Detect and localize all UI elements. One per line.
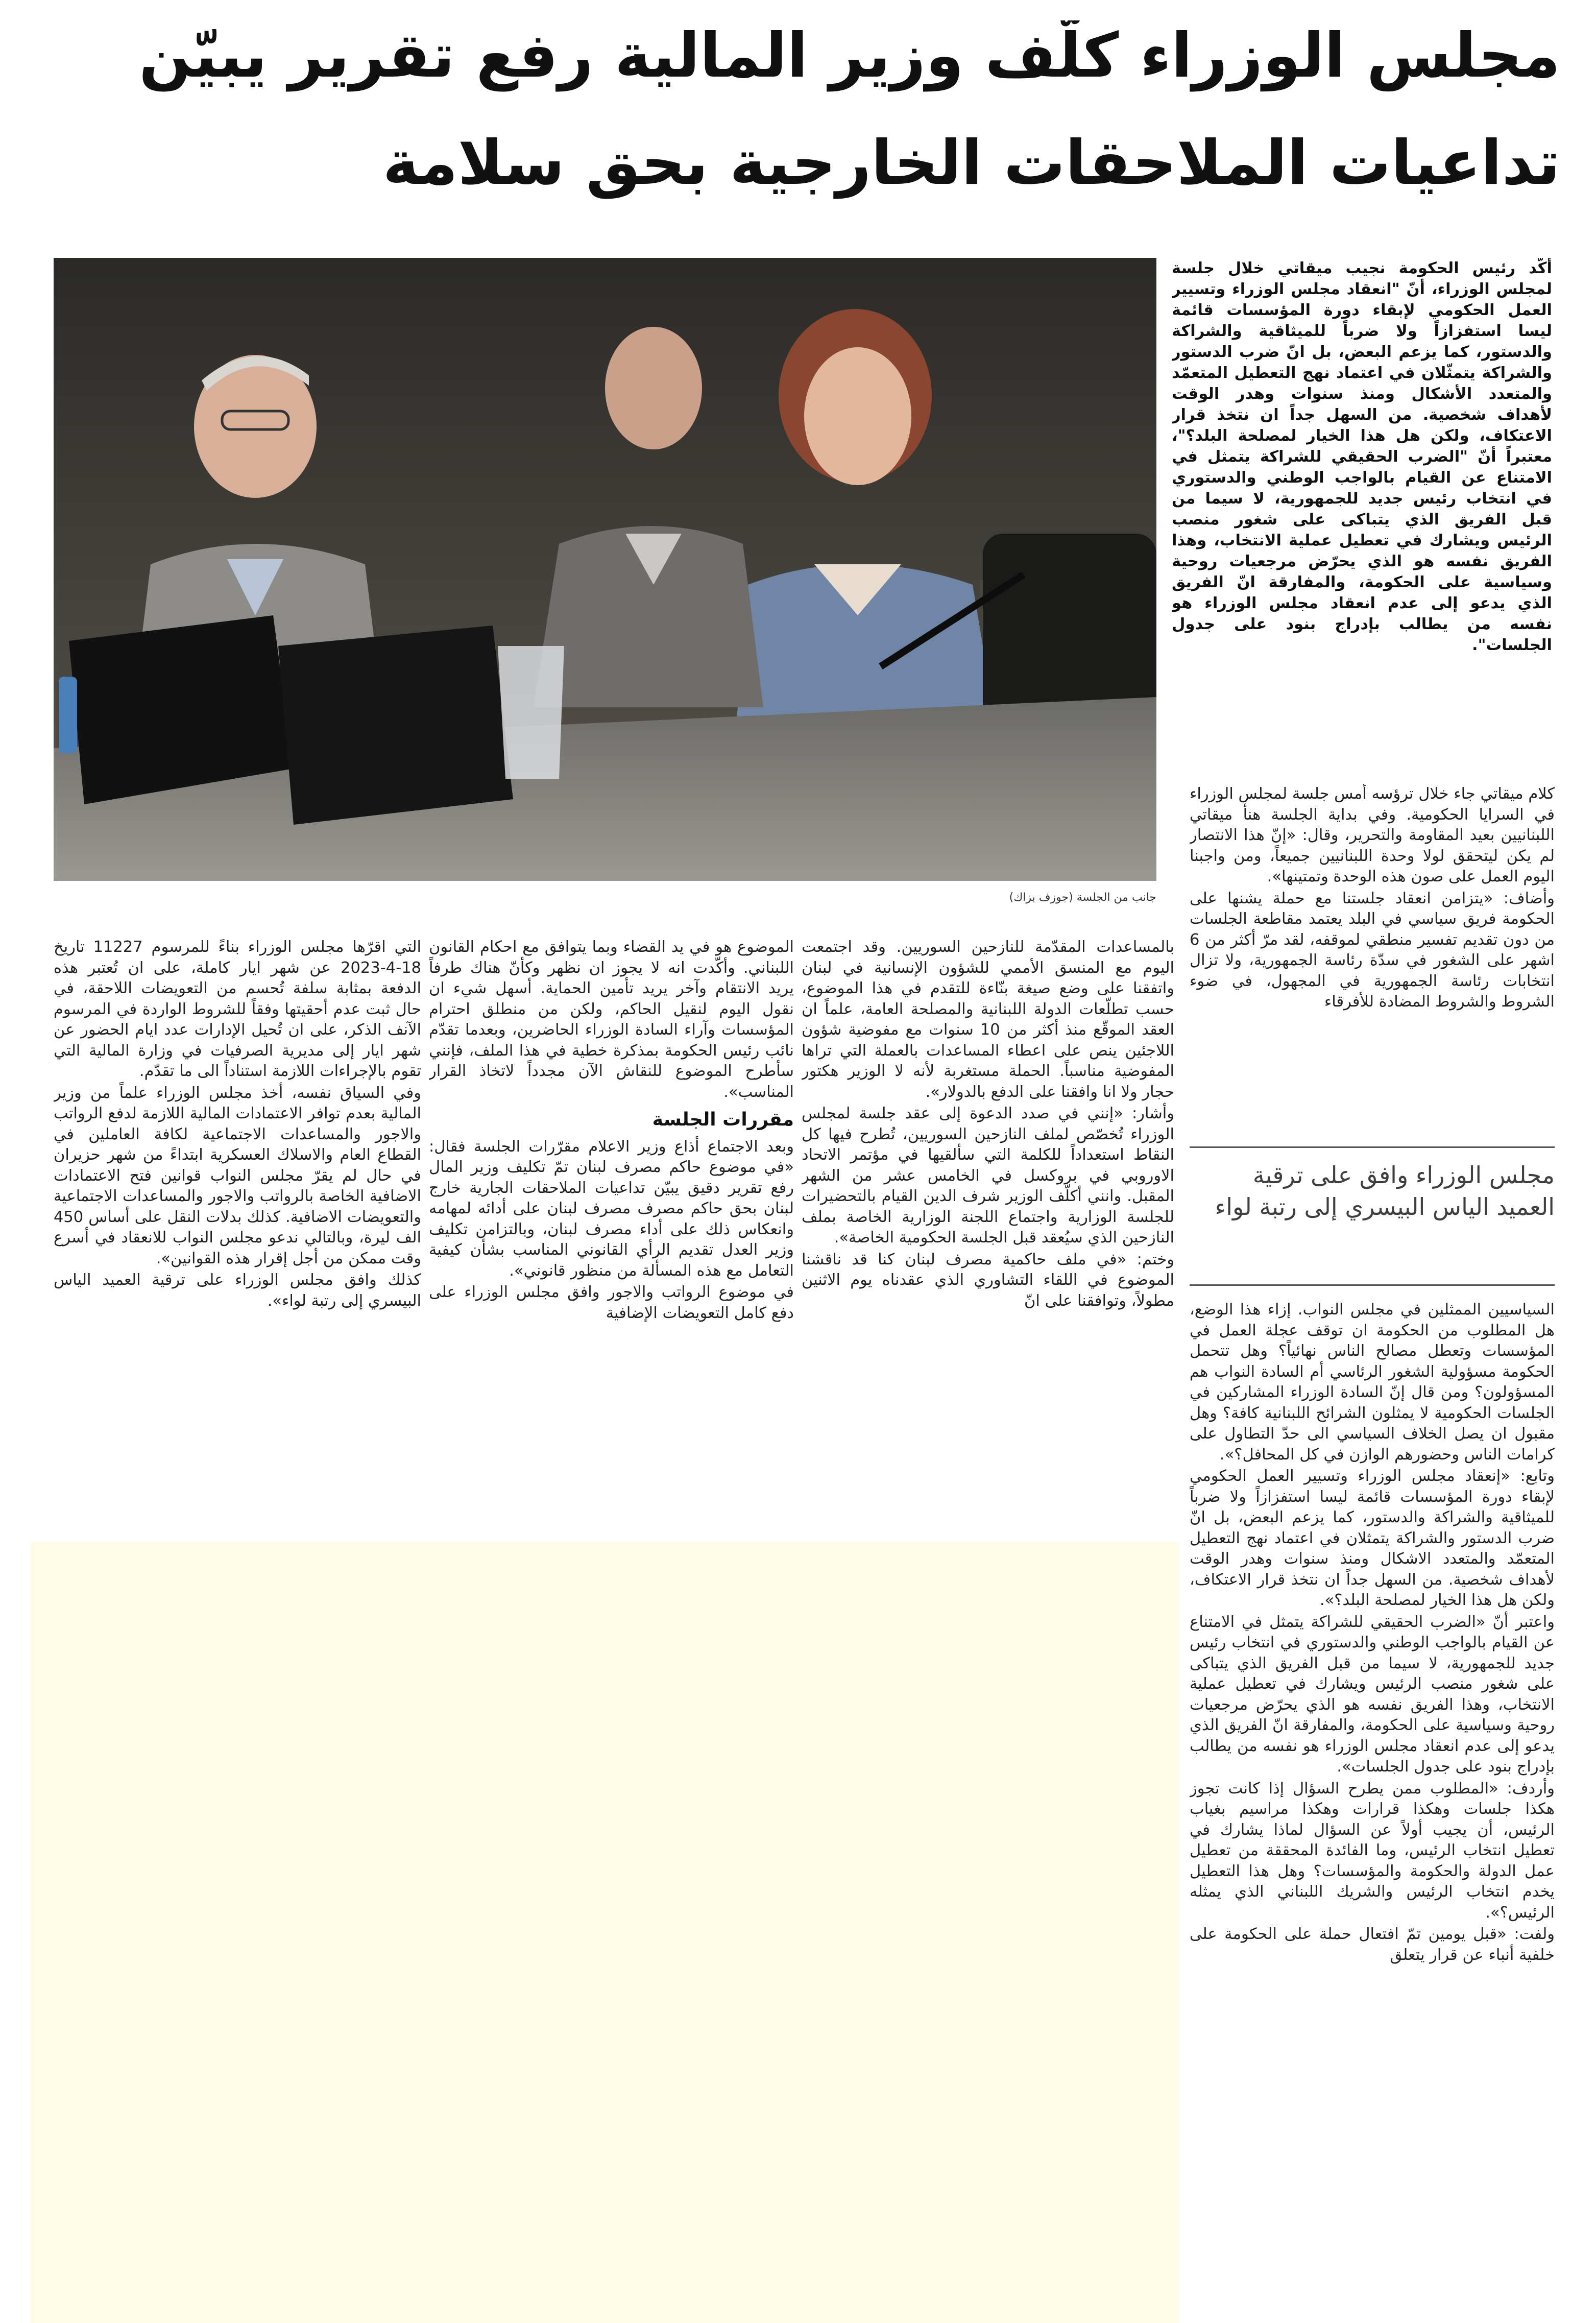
advertisement-area [31, 1542, 1179, 2323]
column-2 [802, 937, 1174, 1509]
paragraph: السياسيين الممثلين في مجلس النواب. إزاء هذا الوضع، هل المطلوب من الحكومة ان توقف عجلة العمل في المؤسسات وتعطل مصالح الناس نهائياً؟ وهل تتحمل الحكومة مسؤولية الشغور الرئاسي أم السادة النواب هم المسؤولون؟ ومن قال إنّ السادة الوزراء المشاركين في الجلسات الحكومية لا يمثلون الشرائح اللبنانية كافة؟ وهل مقبول ان يصل الخلاف السياسي الى حدّ التطاول على كرامات الناس وحضورهم الوازن في كل المحافل؟». [1190, 1301, 1555, 1464]
column-1-top [1190, 784, 1555, 1175]
meeting-photo [54, 258, 1156, 881]
paragraph: وتابع: «إنعقاد مجلس الوزراء وتسيير العمل الحكومي لإبقاء دورة المؤسسات قائمة ليسا استفزازاً ولا ضرباً للميثاقية والشراكة والدستور، كما يزعم البعض، بل انّ ضرب الدستور والشراكة يتمثلان في اعتماد نهج التعطيل المتعمّد والمتعدد الاشكال ومنذ سنوات وهدر الوقت لأهداف شخصية. من السهل جداً ان نتخذ قرار الاعتكاف، ولكن هل هذا الخيار لمصلحة البلد؟». [1190, 1467, 1555, 1609]
column-4 [54, 937, 421, 1509]
paragraph: وبعد الاجتماع أذاع وزير الاعلام مقرّرات الجلسة فقال: «في موضوع حاكم مصرف لبنان تمّ تكليف وزير المال رفع تقرير دقيق يبيّن تداعيات الملاحقات الجارية خارج لبنان بحق حاكم مصرف مصرف لبنان على أدائه لمهامه وانعكاس ذلك على أداء مصرف لبنان، وبالتزامن تكليف وزير العدل تقديم الرأي القانوني المناسب بشأن كيفية التعامل مع هذه المسألة من منظور قانوني». [429, 1137, 794, 1280]
paragraph: وفي السياق نفسه، أخذ مجلس الوزراء علماً من وزير المالية بعدم توافر الاعتمادات المالية اللازمة لدفع الرواتب والاجور والمساعدات الاجتماعية لكافة العاملين في القطاع العام والاسلاك العسكرية ابتداءً من شهر حزيران في حال لم يقرّ مجلس النواب قوانين فتح الاعتمادات الاضافية الخاصة بالرواتب والاجور والمساعدات الاجتماعية والتعويضات الاضافية. كذلك بدلات النقل على أساس 450 الف ليرة، وبالتالي ندعو مجلس النواب للانعقاد في أسرع وقت ممكن من أجل إقرار هذه القوانين». [54, 1084, 421, 1267]
pull-quote: مجلس الوزراء وافق على ترقية العميد الياس البيسري إلى رتبة لواء [1215, 1161, 1555, 1220]
paragraph: وأشار: «إنني في صدد الدعوة إلى عقد جلسة لمجلس الوزراء تُخصّص لملف النازحين السوريين، تُطرح فيها كل النقاط استعداداً للكلمة التي سألقيها في مؤتمر الاتحاد الاوروبي في بروكسل في الخامس عشر من الشهر المقبل. وانني أكلّف الوزير شرف الدين القيام بالتحضيرات للجلسة الوزارية واجتماع اللجنة الوزارية الخاصة بملف النازحين الذي سيُعقد قبل الجلسة الحكومية الخاصة». [802, 1105, 1174, 1247]
paragraph: ولفت: «قبل يومين تمّ افتعال حملة على الحكومة على خلفية أنباء عن قرار يتعلق [1190, 1925, 1555, 1964]
paragraph: بالمساعدات المقدّمة للنازحين السوريين. وقد اجتمعت اليوم مع المنسق الأممي للشؤون الإنسانية في لبنان واتفقنا على وضع صيغة بنّاءة للتقدم في هذا الموضوع، حسب تطلّعات الدولة اللبنانية والمصلحة العامة، علماً ان العقد الموقّع منذ أكثر من 10 سنوات مع مفوضية شؤون اللاجئين ينص على اعطاء المساعدات بالعملة التي تراها المفوضية مناسباً. الحملة مستغربة لأنه لا الوزير هكتور حجار ولا انا وافقنا على الدفع بالدولار». [802, 938, 1174, 1101]
photo-caption: جانب من الجلسة (جوزف بزاك) [1009, 891, 1156, 904]
paragraph: كذلك وافق مجلس الوزراء على ترقية العميد الياس البيسري إلى رتبة لواء». [54, 1271, 421, 1310]
paragraph: وأردف: «المطلوب ممن يطرح السؤال إذا كانت تجوز هكذا جلسات وهكذا قرارات وهكذا مراسيم بغياب الرئيس، أن يجيب أولاً عن السؤال لماذا يشارك في تعطيل انتخاب الرئيس، وما الفائدة المحققة من تعطيل عمل الدولة والحكومة والمؤسسات؟ وهل هذا التعطيل يخدم انتخاب الرئيس والشريك اللبناني الذي يمثله الرئيس؟». [1190, 1779, 1555, 1922]
paragraph: في موضوع الرواتب والاجور وافق مجلس الوزراء على دفع كامل التعويضات الإضافية [429, 1283, 794, 1322]
paragraph: وختم: «في ملف حاكمية مصرف لبنان كنا قد ناقشنا الموضوع في اللقاء التشاوري الذي عقدناه يوم الاثنين مطولاً، وتوافقنا على انّ [802, 1250, 1174, 1310]
column-1-bottom [1190, 1300, 1555, 2316]
meeting-photo-illustration [54, 258, 1156, 881]
paragraph: التي اقرّها مجلس الوزراء بناءً للمرسوم 11227 تاريخ 18-4-2023 عن شهر ايار كاملة، على ان تُعتبر هذه الدفعة بمثابة سلفة تُحسم من التعويضات اللاحقة، في حال ثبت عدم أحقيتها وفقاً للشروط الواردة في المرسوم الآنف الذكر، على ان تُحيل الإدارات عدد ايام الحضور عن شهر ايار إلى مديرية الصرفيات في وزارة المالية التي تقوم بالإجراءات اللازمة استناداً الى ما تقدّم. [54, 938, 421, 1080]
paragraph: الموضوع هو في يد القضاء وبما يتوافق مع احكام القانون اللبناني. وأكّدت انه لا يجوز ان نظهر وكأنّ هناك طرفاً يريد الانتقام وآخر يريد تأمين الحماية. أسهل شيء ان نقول اليوم لنقيل الحاكم، ولكن من منطلق احترام المؤسسات وآراء السادة الوزراء الحاضرين، وبعدما تقدّم نائب رئيس الحكومة بمذكرة خطية في هذا الملف، فإنني سأطرح الموضوع للنقاش الآن مجدداً لاتخاذ القرار المناسب». [429, 938, 794, 1101]
paragraph: وأضاف: «يتزامن انعقاد جلستنا مع حملة يشنها على الحكومة فريق سياسي في البلد يعتمد مقاطعة الجلسات من دون تقديم تفسير منطقي لموقفه، لقد مرّ أكثر من 6 اشهر على الشغور في سدّة رئاسة الجمهورية، ولا تزال انتخابات رئاسة الجمهورية في المجهول، في ضوء الشروط والشروط المضادة للأفرقاء [1190, 889, 1555, 1011]
lead-text: أكّد رئيس الحكومة نجيب ميقاتي خلال جلسة لمجلس الوزراء، أنّ "انعقاد مجلس الوزراء وتسيير العمل الحكومي لإبقاء دورة المؤسسات قائمة ليسا استفزازاً ولا ضرباً للميثاقية والشراكة والدستور، كما يزعم البعض، بل انّ ضرب الدستور والشراكة يتمثّلان في اعتماد نهج التعطيل المتعمّد والمتعدد الأشكال ومنذ سنوات وهدر الوقت لأهداف شخصية. من السهل جداً ان نتخذ قرار الاعتكاف، ولكن هل هذا الخيار لمصلحة البلد؟"، معتبراً أنّ "الضرب الحقيقي للشراكة يتمثل في الامتناع عن القيام بالواجب الوطني والدستوري في انتخاب رئيس جديد للجمهورية، لا سيما من قبل الفريق الذي يتباكى على شغور منصب الرئيس ويشارك في تعطيل عملية الانتخاب، وهذا الفريق نفسه هو الذي يحرّض مرجعيات روحية وسياسية على الحكومة، والمفارقة انّ الفريق الذي يدعو إلى عدم انعقاد مجلس الوزراء هو نفسه من يطالب بإدراج بنود على جدول الجلسات". [1172, 259, 1552, 654]
pull-quote-rule-top [1190, 1146, 1555, 1148]
paragraph: واعتبر أنّ «الضرب الحقيقي للشراكة يتمثل في الامتناع عن القيام بالواجب الوطني والدستوري في انتخاب رئيس جديد للجمهورية، لا سيما من قبل الفريق الذي يتباكى على شغور منصب الرئيس ويشارك في تعطيل عملية الانتخاب، وهذا الفريق نفسه هو الذي يحرّض مرجعيات روحية وسياسية على الحكومة، والمفارقة انّ الفريق الذي يدعو إلى عدم انعقاد مجلس الوزراء هو نفسه من يطالب بإدراج بنود على جدول الجلسات». [1190, 1613, 1555, 1776]
subhead-decisions: مقررات الجلسة [652, 1109, 794, 1130]
paragraph: كلام ميقاتي جاء خلال ترؤسه أمس جلسة لمجلس الوزراء في السرايا الحكومية. وفي بداية الجلسة هنأ ميقاتي اللبنانيين بعيد المقاومة والتحرير، وقال: «إنّ هذا الانتصار لم يكن ليتحقق لولا وحدة اللبنانيين جميعاً، ومن واجبنا اليوم العمل على صون هذه الوحدة وتمتينها». [1190, 785, 1555, 885]
column-3 [429, 937, 794, 1509]
lead-paragraph [1172, 258, 1552, 769]
headline-line-2: تداعيات الملاحقات الخارجية بحق سلامة [382, 128, 1560, 199]
pull-quote-rule-bottom [1190, 1284, 1555, 1286]
headline-line-1: مجلس الوزراء كلّف وزير المالية رفع تقرير يبيّن [139, 20, 1560, 91]
